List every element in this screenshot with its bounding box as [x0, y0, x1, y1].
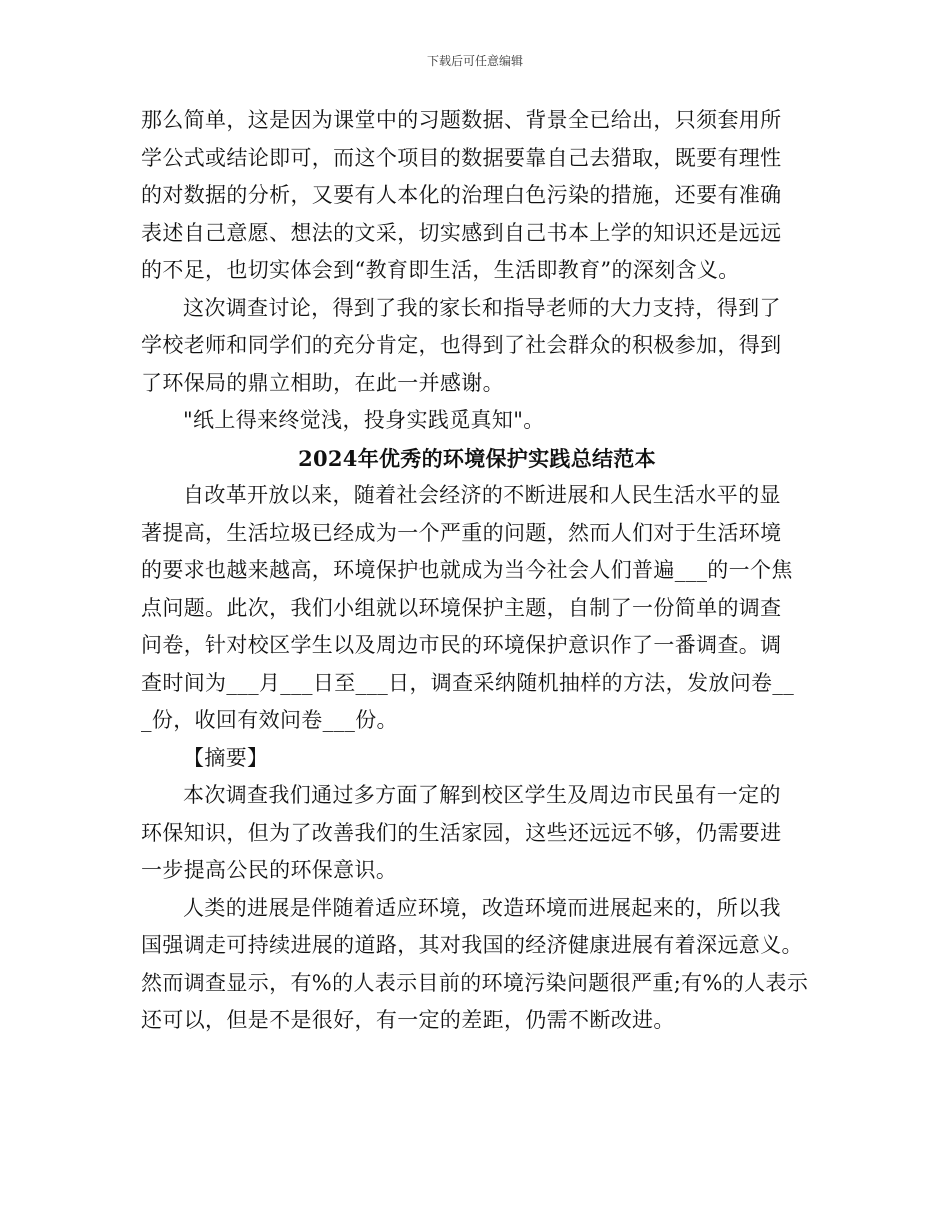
paragraph-line: 的不足，也切实体会到“教育即生活，生活即教育”的深刻含义。: [141, 258, 740, 282]
document-body: [141, 102, 813, 1040]
paragraph-line: 了环保局的鼎立相助，在此一并感谢。: [141, 370, 504, 395]
paragraph-line: 国强调走可持续进展的道路，其对我国的经济健康进展有着深远意义。: [141, 933, 803, 957]
document-title: 2024年优秀的环境保护实践总结范本: [298, 445, 656, 471]
paragraph-line: 查时间为___月___日至___日，调查采纳随机抽样的方法，发放问卷__: [141, 670, 795, 695]
section-heading-abstract: 【摘要】: [183, 745, 269, 770]
paragraph-line: 这次调查讨论，得到了我的家长和指导老师的大力支持，得到了: [183, 295, 781, 320]
paragraph-line: 著提高，生活垃圾已经成为一个严重的问题，然而人们对于生活环境: [141, 520, 782, 545]
paragraph-line: 自改革开放以来，随着社会经济的不断进展和人民生活水平的显: [183, 483, 781, 507]
paragraph-line: _份，收回有效问卷___份。: [141, 708, 398, 732]
quote-line: "纸上得来终觉浅，投身实践觅真知"。: [183, 408, 545, 432]
paragraph-line: 的对数据的分析，又要有人本化的治理白色污染的措施，还要有准确: [141, 183, 782, 207]
paragraph-line: 一步提高公民的环保意识。: [141, 858, 398, 882]
paragraph-line: 表述自己意愿、想法的文采，切实感到自己书本上学的知识还是远远: [141, 220, 782, 245]
paragraph-line: 环保知识，但为了改善我们的生活家园，这些还远远不够，仍需要进: [141, 820, 782, 845]
paragraph-line: 人类的进展是伴随着适应环境，改造环境而进展起来的，所以我: [183, 895, 781, 920]
paragraph-line: 学校老师和同学们的充分肯定，也得到了社会群众的积极参加，得到: [141, 333, 782, 357]
paragraph-line: 然而调查显示，有%的人表示目前的环境污染问题很严重;有%的人表示: [141, 970, 809, 995]
paragraph-line: 点问题。此次，我们小组就以环境保护主题，自制了一份简单的调查: [141, 595, 782, 620]
paragraph-line: 还可以，但是不是很好，有一定的差距，仍需不断改进。: [141, 1008, 675, 1032]
paragraph-line: 本次调查我们通过多方面了解到校区学生及周边市民虽有一定的: [183, 783, 781, 807]
paragraph-line: 那么简单，这是因为课堂中的习题数据、背景全已给出，只须套用所: [141, 108, 782, 132]
paragraph-line: 学公式或结论即可，而这个项目的数据要靠自己去猎取，既要有理性: [141, 145, 782, 170]
paragraph-line: 问卷，针对校区学生以及周边市民的环境保护意识作了一番调查。调: [141, 633, 782, 657]
paragraph-line: 的要求也越来越高，环境保护也就成为当今社会人们普遍___的一个焦: [141, 558, 793, 582]
page-header-note: 下载后可任意编辑: [426, 54, 523, 68]
